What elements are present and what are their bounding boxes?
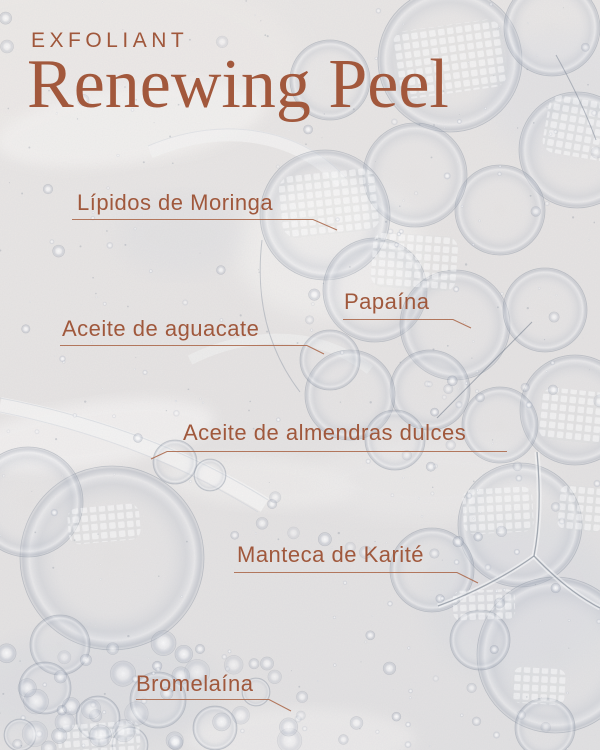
product-title: Renewing Peel — [27, 46, 449, 123]
ingredient-label-papaina: Papaína — [344, 289, 430, 314]
ingredient-label-aceite-aguacate: Aceite de aguacate — [62, 316, 260, 341]
product-category-label: EXFOLIANT — [31, 29, 189, 52]
ingredient-label-bromelaina: Bromelaína — [136, 671, 254, 696]
ingredient-label-aceite-almendras: Aceite de almendras dulces — [183, 420, 467, 445]
ingredient-label-manteca-karite: Manteca de Karité — [237, 542, 425, 567]
ingredient-label-lipidos-moringa: Lípidos de Moringa — [77, 190, 274, 215]
